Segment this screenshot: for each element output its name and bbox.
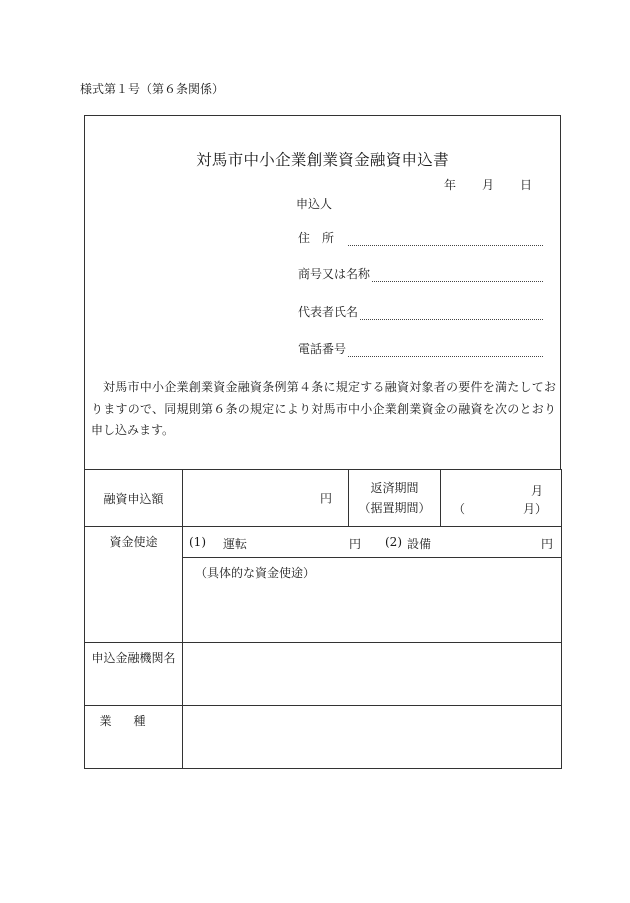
date-month: 月 [482,178,495,192]
usage-1-label: 運転 [223,537,248,551]
trade-name-field[interactable] [298,266,543,282]
trade-name-line[interactable] [372,269,543,282]
phone-label: 電話番号 [298,342,347,356]
application-form-box [84,115,561,469]
date-day: 日 [520,178,533,192]
representative-line[interactable] [360,307,543,320]
specific-usage-label: （具体的な資金使途） [195,566,316,580]
applicant-label: 申込人 [296,197,333,211]
usage-2-yen: 円 [540,537,553,551]
institution-label: 申込金融機関名 [85,643,183,706]
phone-line[interactable] [348,344,543,357]
trade-name-label: 商号又は名称 [298,267,371,281]
repayment-period-label [349,470,441,527]
representative-label: 代表者氏名 [298,305,359,319]
grace-month: 月） [522,502,547,516]
form-title: 対馬市中小企業創業資金融資申込書 [196,151,449,169]
loan-details-table [84,469,562,769]
address-field[interactable] [298,230,543,246]
address-line[interactable] [348,233,543,246]
loan-amount-cell[interactable] [183,470,349,527]
repayment-period-cell[interactable] [441,470,562,527]
application-statement: 対馬市中小企業創業資金融資条例第４条に規定する融資対象者の要件を満たしておりますので、同規則第６条の規定により対馬市中小企業創業資金の融資を次のとおり申し込みます。 [91,380,556,437]
loan-amount-yen: 円 [319,491,332,506]
business-type-label: 業種 [85,706,183,769]
date-year: 年 [444,178,457,192]
usage-type-cell[interactable] [183,527,562,558]
address-label: 住所 [298,231,347,245]
form-number: 様式第１号（第６条関係） [80,82,225,96]
grace-open-paren: （ [453,502,466,516]
usage-2-label: 設備 [407,537,432,551]
period-month: 月 [530,484,543,498]
specific-usage-cell[interactable] [183,558,562,643]
repayment-period-text: 返済期間 [370,481,419,495]
usage-1-yen: 円 [349,537,362,551]
institution-cell[interactable] [183,643,562,706]
business-type-cell[interactable] [183,706,562,769]
phone-field[interactable] [298,341,543,357]
usage-2-number: (2) [385,535,402,549]
usage-1-number: (1) [189,535,206,549]
grace-period-text: （据置期間） [358,501,431,515]
representative-field[interactable] [298,304,543,320]
fund-usage-label: 資金使途 [85,527,183,643]
loan-amount-label: 融資申込額 [85,470,183,527]
